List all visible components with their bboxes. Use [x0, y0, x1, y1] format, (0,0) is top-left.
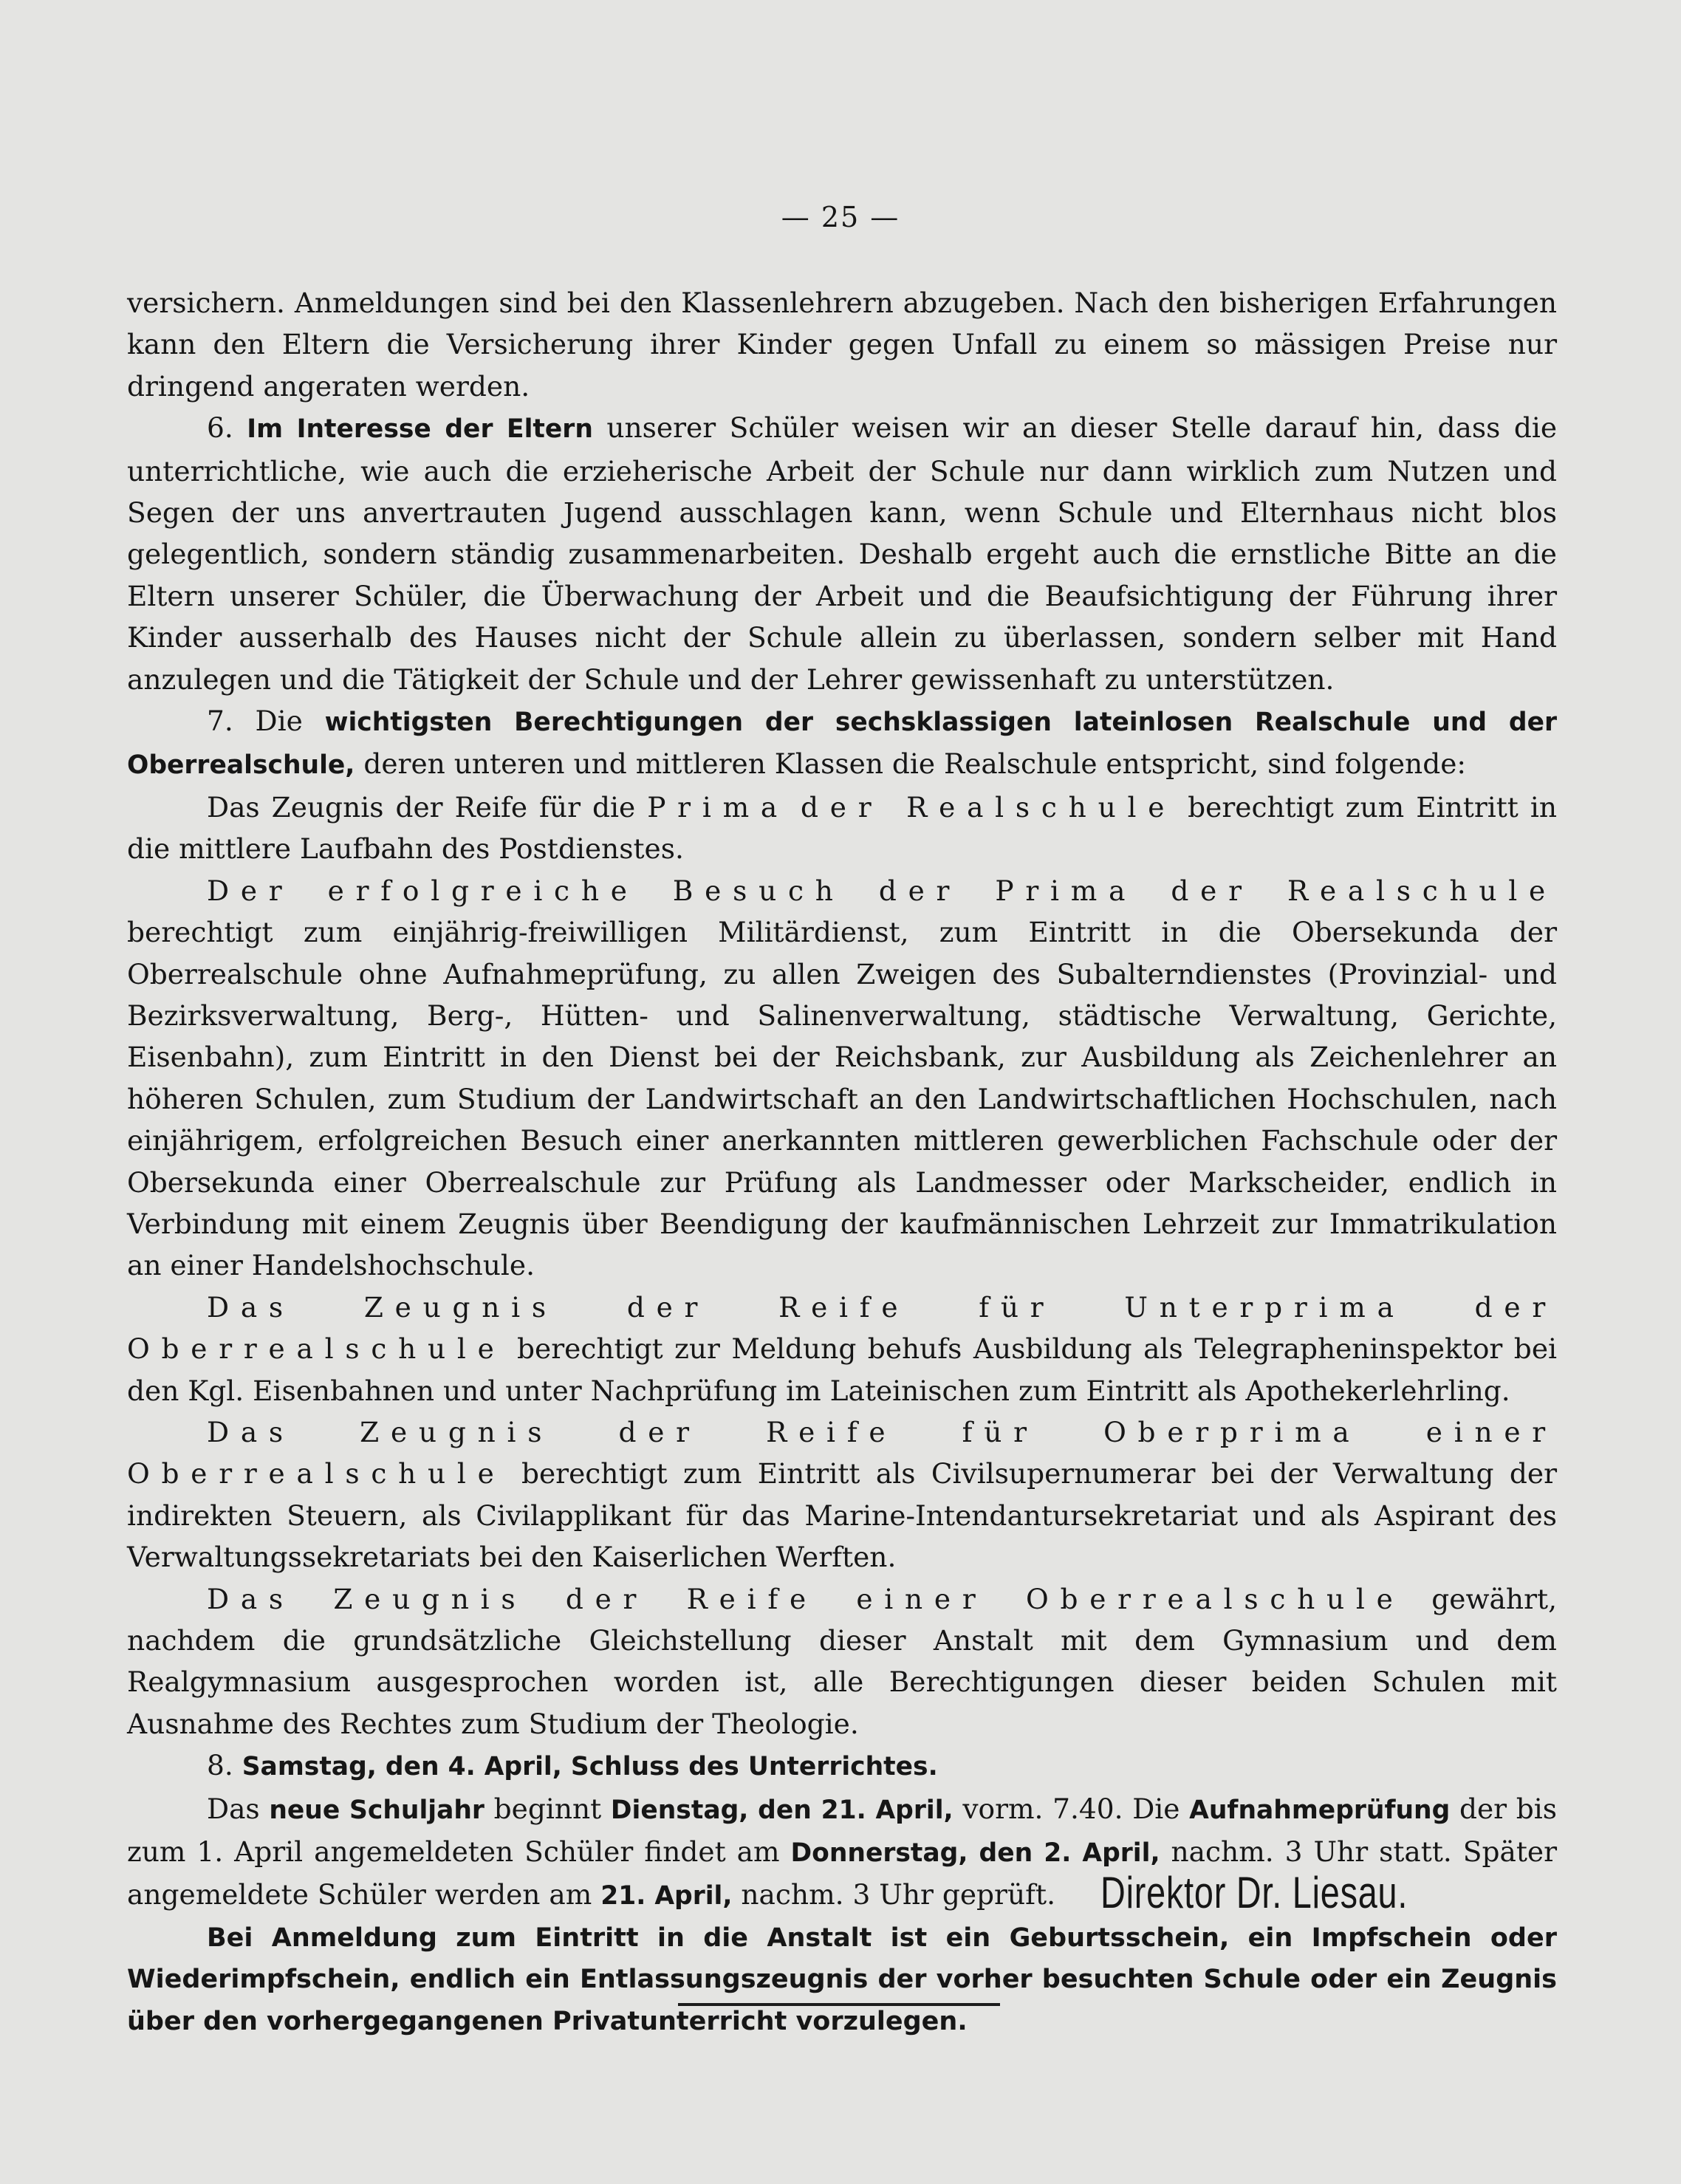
spaced-erfolgreiche-besuch: Der erfolgreiche Besuch der Prima der Realschule: [207, 874, 1557, 907]
text-anmeldung: Bei Anmeldung zum Eintritt in die Anstalt ist ein Geburtsschein, ein Impfschein oder Wiederimpfschein, endlich ein Entlassungszeugnis der vorher besuchten Schule oder ein Zeugnis über den vorhergegangenen Privatunterricht vorzulegen.: [127, 1923, 1557, 2036]
text-unterprima: berechtigt zur Meldung behufs Ausbildung als Telegrapheninspektor bei den Kgl. Eisenbahnen und unter Nachprüfung im Lateinischen zum Eintritt als Apothekerlehrling.: [127, 1332, 1557, 1407]
paragraph-insurance: [127, 282, 1557, 407]
paragraph-einjaehrig: [127, 870, 1557, 1287]
heading-berechtigungen: wichtigsten Berechtigungen der sechsklassigen lateinlosen Realschule und der Oberrealschule,: [127, 708, 1558, 781]
text-oberprima: berechtigt zum Eintritt als Civilsupernumerar bei der Verwaltung der indirekten Steuern, als Civilapplikant für das Marine-Intendantursekretariat und als Aspirant des Verwaltungssekretariats bei den Kaiserlichen Werften.: [127, 1457, 1558, 1574]
paragraph-oberprima: [127, 1411, 1557, 1578]
spaced-der-realschule: der Realschule: [801, 790, 1177, 824]
heading-interesse-der-eltern: Im Interesse der Eltern: [247, 414, 593, 445]
text-angemeldeten: der bis zum 1. April angemeldeten Schüler findet am: [127, 1792, 1558, 1869]
signature: Direktor Dr. Liesau.: [1100, 1868, 1408, 1917]
paragraph-oberrealschule: [127, 1578, 1557, 1745]
text-geprueft: nachm. 3 Uhr geprüft.: [741, 1878, 1055, 1911]
bold-donnerstag-2-april: Donnerstag, den 2. April,: [790, 1838, 1160, 1869]
paragraph-7: [127, 700, 1557, 787]
bold-aufnahmepruefung: Aufnahmeprüfung: [1189, 1795, 1451, 1825]
text-reife-intro: Das Zeugnis der Reife für die: [207, 790, 636, 824]
heading-schluss-unterricht: Samstag, den 4. April, Schluss des Unterrichtes.: [242, 1752, 938, 1782]
text-oberrealschule: gewährt, nachdem die grundsätzliche Gleichstellung dieser Anstalt mit dem Gymnasium und dem Realgymnasium ausgesprochen worden ist, alle Berechtigungen dieser beiden Schulen mit Ausnahme des Rechtes zum Studium der Theologie.: [127, 1582, 1557, 1740]
bold-neue-schuljahr: neue Schuljahr: [269, 1795, 485, 1825]
spaced-reife-oberrealschule: Das Zeugnis der Reife einer Oberrealschule: [207, 1582, 1405, 1615]
spaced-unterprima: Das Zeugnis der Reife für Unterprima der Oberrealschule: [127, 1290, 1557, 1366]
page-number: — 25 —: [781, 201, 900, 233]
closing-rule: [678, 2003, 1000, 2006]
paragraph-6: [127, 407, 1557, 700]
paragraph-8: [127, 1745, 1557, 1787]
paragraph-unterprima: [127, 1287, 1557, 1411]
text-die: Die: [255, 705, 303, 738]
text-einjaehrig: berechtigt zum einjährig-freiwilligen Militärdienst, zum Eintritt in die Obersekunda der Oberrealschule ohne Aufnahmeprüfung, zu allen Zweigen des Subalterndienstes (Provinzial- und Bezirksverwaltung, Berg-, Hütten- und Salinenverwaltung, städtische Verwaltung, Gerichte, Eisenbahn), zum Eintritt in den Dienst bei der Reichsbank, zur Ausbildung als Zeichenlehrer an höheren Schulen, zum Studium der Landwirtschaft an den Landwirtschaftlichen Hochschulen, nach einjährigem, erfolgreichen Besuch einer anerkannten mittleren gewerblichen Fachschule oder der Obersekunda einer Oberrealschule zur Prüfung als Landmesser oder Markscheider, endlich in Verbindung mit einem Zeugnis über Beendigung der kaufmännischen Lehrzeit zur Immatrikulation an einer Handelshochschule.: [127, 916, 1557, 1282]
text-vorm: vorm. 7.40. Die: [962, 1792, 1180, 1825]
text-paragraph-7: deren unteren und mittleren Klassen die Realschule entspricht, sind folgende:: [363, 747, 1467, 781]
text-beginnt: beginnt: [493, 1792, 602, 1825]
body-text: [127, 282, 1557, 2042]
paragraph-anmeldung: [127, 1917, 1557, 2042]
spaced-prima: Prima: [647, 790, 790, 824]
paragraph-postdienst: [127, 787, 1557, 870]
bold-dienstag-21-april: Dienstag, den 21. April,: [610, 1795, 954, 1825]
item-number-8: 8.: [207, 1749, 233, 1782]
bold-21-april: 21. April,: [600, 1881, 733, 1911]
text-postdienst: berechtigt zum Eintritt in die mittlere Laufbahn des Postdienstes.: [127, 790, 1558, 866]
spaced-oberprima: Das Zeugnis der Reife für Oberprima einer Oberrealschule: [127, 1415, 1557, 1490]
text-insurance: versichern. Anmeldungen sind bei den Klassenlehrern abzugeben. Nach den bisherigen Erfahrungen kann den Eltern die Versicherung ihrer Kinder gegen Unfall zu einem so mässigen Preise nur dringend angeraten werden.: [127, 287, 1557, 403]
text-spaeter: nachm. 3 Uhr statt. Später angemeldete Schüler werden am: [127, 1835, 1558, 1911]
text-paragraph-6: unserer Schüler weisen wir an dieser Stelle darauf hin, dass die unterrichtliche, wie auch die erzieherische Arbeit der Schule nur dann wirklich zum Nutzen und Segen der uns anvertrauten Jugend ausschlagen kann, wenn Schule und Elternhaus nicht blos gelegentlich, sondern ständig zusammenarbeiten. Deshalb ergeht auch die ernstliche Bitte an die Eltern unserer Schüler, die Überwachung der Arbeit und die Beaufsichtigung der Führung ihrer Kinder ausserhalb des Hauses nicht der Schule allein zu überlassen, sondern selber mit Hand anzulegen und die Tätigkeit der Schule und der Lehrer gewissenhaft zu unterstützen.: [127, 411, 1558, 696]
item-number-7: 7.: [207, 705, 233, 738]
text-das: Das: [207, 1792, 260, 1825]
item-number-6: 6.: [207, 411, 233, 445]
